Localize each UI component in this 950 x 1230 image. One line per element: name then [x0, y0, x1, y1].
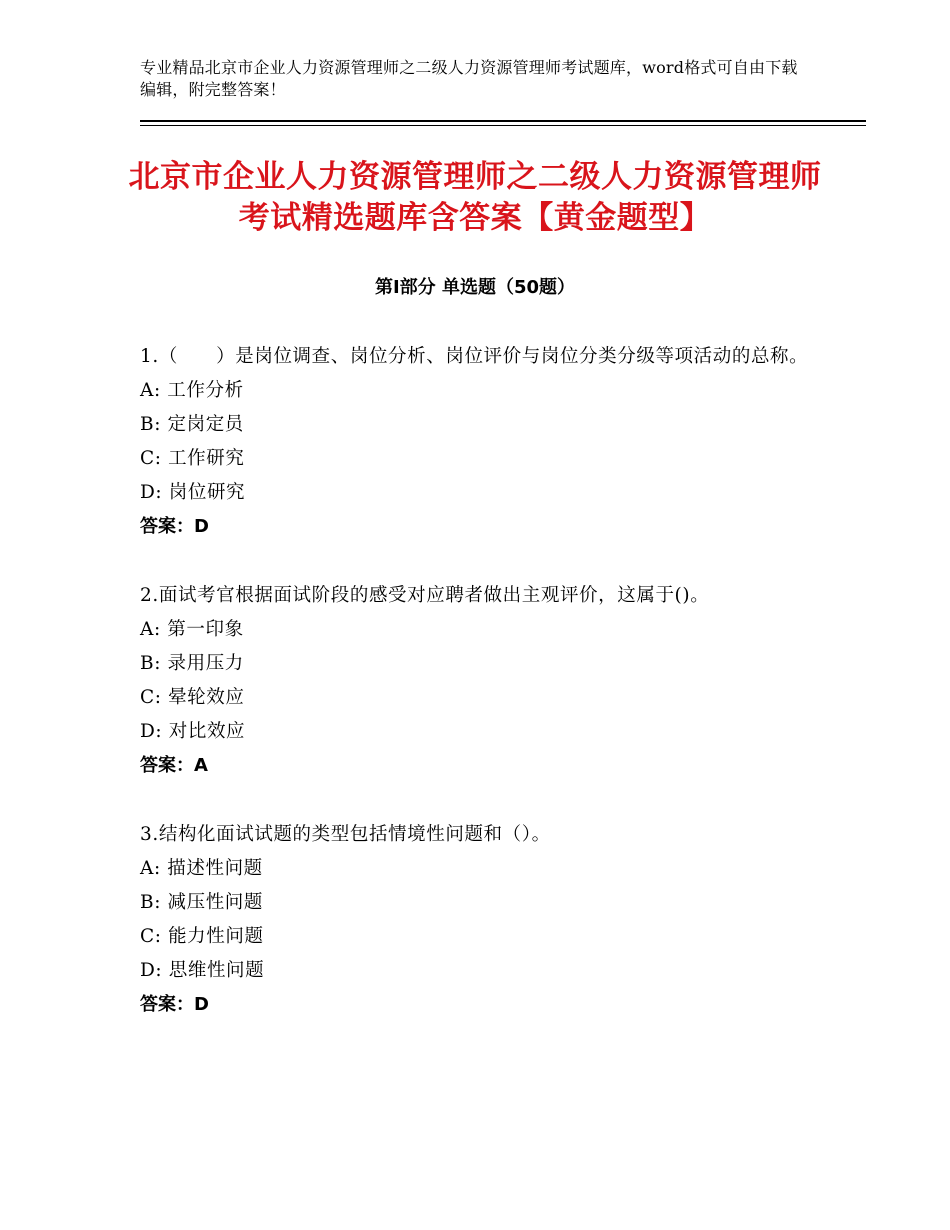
header-note: 专业精品北京市企业人力资源管理师之二级人力资源管理师考试题库，word格式可自由下载编辑，附完整答案！: [140, 58, 798, 99]
answer-line: 答案：D: [140, 994, 209, 1015]
answer-line: 答案：D: [140, 516, 209, 537]
question-stem: 1.（ ）是岗位调查、岗位分析、岗位评价与岗位分类分级等项活动的总称。: [140, 346, 809, 367]
option-c: C: 工作研究: [140, 448, 245, 469]
option-d: D: 思维性问题: [140, 960, 265, 981]
option-b: B: 减压性问题: [140, 892, 264, 913]
document-title: 北京市企业人力资源管理师之二级人力资源管理师考试精选题库含答案【黄金题型】: [128, 159, 822, 236]
question-2: [140, 579, 820, 783]
option-b: B: 录用压力: [140, 653, 244, 674]
option-a: A: 工作分析: [140, 380, 244, 401]
option-d: D: 岗位研究: [140, 482, 246, 503]
option-a: A: 描述性问题: [140, 858, 263, 879]
header-rule-thick: [140, 120, 866, 122]
option-b: B: 定岗定员: [140, 414, 244, 435]
option-c: C: 晕轮效应: [140, 687, 245, 708]
answer-line: 答案：A: [140, 755, 208, 776]
question-1: [140, 340, 820, 544]
option-a: A: 第一印象: [140, 619, 244, 640]
question-stem: 3.结构化面试试题的类型包括情境性问题和（）。: [140, 824, 551, 845]
question-list: [140, 340, 820, 1057]
option-d: D: 对比效应: [140, 721, 246, 742]
question-3: [140, 818, 820, 1022]
option-c: C: 能力性问题: [140, 926, 264, 947]
question-stem: 2.面试考官根据面试阶段的感受对应聘者做出主观评价，这属于()。: [140, 585, 710, 606]
header-rule-thin: [140, 125, 866, 126]
section-heading: 第Ⅰ部分 单选题（50题）: [374, 277, 575, 298]
